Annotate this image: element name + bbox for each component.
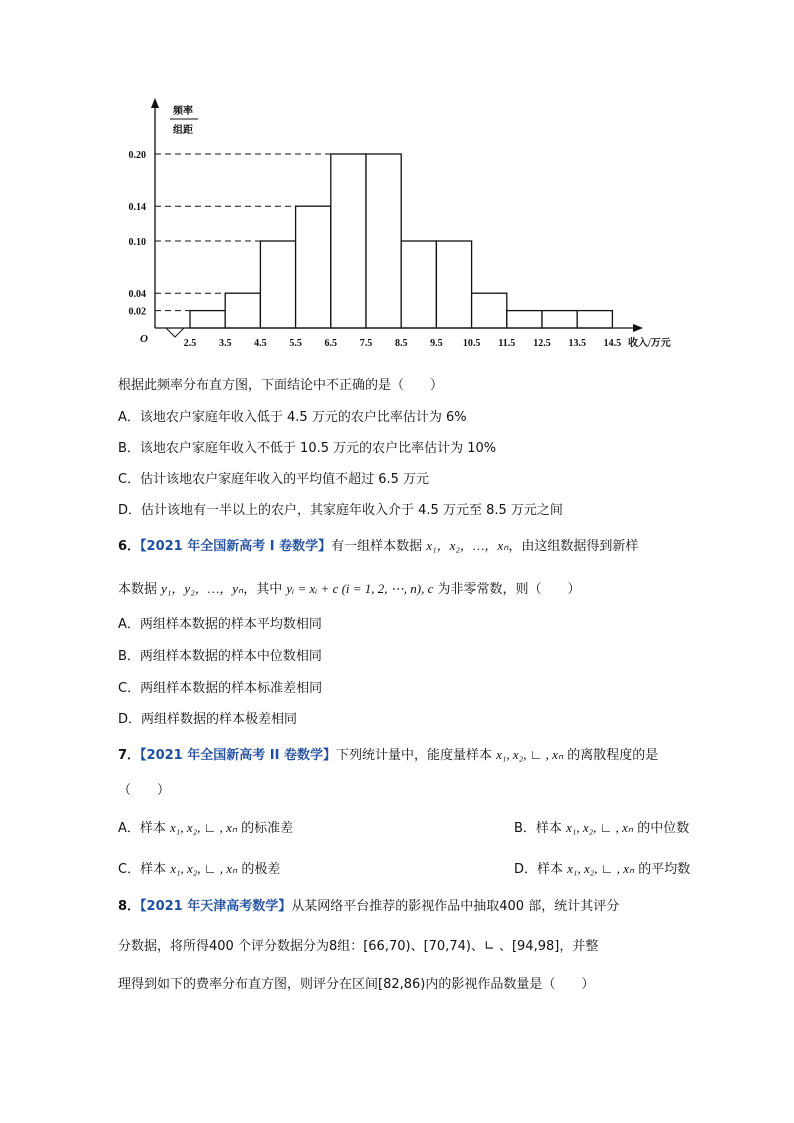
histogram-bar [436, 241, 471, 328]
x-tick-label: 10.5 [462, 338, 481, 349]
histogram-bar [472, 293, 507, 328]
q6-number: 6． [118, 539, 141, 554]
q6-text: ，其中 [243, 582, 287, 597]
x-tick-label: 13.5 [568, 338, 586, 349]
q7-c-text: C．样本 [118, 862, 171, 877]
y-tick-label: 0.02 [128, 306, 146, 318]
axis-break-mark [166, 328, 184, 337]
y-tick-label: 0.10 [128, 237, 146, 248]
q7-b-text: B．样本 [514, 821, 567, 836]
x-tick-label: 3.5 [218, 338, 232, 349]
q8-line-1 [118, 895, 619, 914]
q5-option-a: A．该地农户家庭年收入低于 4.5 万元的农户比率估计为 6% [118, 410, 467, 425]
x-tick-label: 7.5 [359, 338, 373, 349]
q7-line-1 [118, 744, 658, 763]
histogram-bar [366, 154, 401, 328]
histogram-bar [542, 311, 577, 328]
q6-text: ，由这组数据得到新样 [508, 539, 639, 554]
q6-math-formula: yᵢ = xᵢ + c (i = 1, 2, ⋯, n), c [286, 581, 434, 596]
histogram-bar [401, 241, 436, 328]
q7-option-d [514, 858, 690, 877]
q6-text: 为非零常数，则（ ） [433, 582, 581, 597]
q7-line-2: （ ） [118, 783, 171, 798]
q7-a-text: A．样本 [118, 821, 171, 836]
x-tick-label: 6.5 [324, 338, 338, 349]
q8-text: 从某网络平台推荐的影视作品中抽取400 部，统计其评分 [291, 899, 620, 914]
q7-a-math: x₁, x₂, ∟ , xₙ [170, 820, 238, 835]
q7-c-math: x₁, x₂, ∟ , xₙ [170, 861, 238, 876]
q6-math-y: y₁，y₂，…，yₙ [161, 581, 244, 596]
q5-option-c: C．估计该地农户家庭年收入的平均值不超过 6.5 万元 [118, 472, 430, 487]
x-tick-label: 11.5 [498, 338, 516, 349]
q8-source-tag: 【2021 年天津高考数学】 [140, 899, 292, 914]
q7-option-b [514, 817, 689, 836]
x-tick-label: 5.5 [289, 338, 302, 349]
q7-math: x₁, x₂, ∟ , xₙ [496, 747, 564, 762]
q6-option-d: D．两组样数据的样本极差相同 [118, 712, 298, 727]
origin-label: O [140, 333, 148, 345]
q7-b-text: 的中位数 [633, 821, 690, 836]
q7-option-a [118, 817, 690, 836]
y-tick-label: 0.20 [128, 150, 146, 161]
x-tick-label: 12.5 [533, 338, 551, 349]
q6-math-x: x₁，x₂，…，xₙ [426, 538, 509, 553]
q7-d-text: D．样本 [514, 862, 568, 877]
q7-d-math: x₁, x₂, ∟ , xₙ [567, 861, 635, 876]
frequency-histogram [0, 0, 794, 360]
x-tick-label: 9.5 [430, 338, 443, 349]
q6-line-1 [118, 535, 638, 554]
histogram-bar [331, 154, 366, 328]
histogram-bars [190, 154, 612, 328]
q8-line-3: 理得到如下的费率分布直方图，则评分在区间[82,86)内的影视作品数量是（ ） [118, 977, 595, 992]
q7-b-math: x₁, x₂, ∟ , xₙ [566, 820, 634, 835]
q6-text: 有一组样本数据 [331, 539, 427, 554]
q7-number: 7． [118, 748, 141, 763]
y-tick-labels [129, 150, 147, 318]
histogram-bar [260, 241, 295, 328]
q7-text: 的离散程度的是 [563, 748, 659, 763]
histogram-bar [577, 311, 612, 328]
q7-text: 下列统计量中，能度量样本 [335, 748, 497, 763]
histogram-bar [507, 311, 542, 328]
q6-option-b: B．两组样本数据的样本中位数相同 [118, 649, 322, 664]
q6-option-a: A．两组样本数据的样本平均数相同 [118, 617, 322, 632]
histogram-bar [296, 206, 331, 328]
q7-option-c [118, 858, 691, 877]
x-tick-label: 8.5 [394, 338, 408, 349]
x-axis-label: 收入/万元 [628, 338, 671, 349]
q6-source-tag: 【2021 年全国新高考 I 卷数学】 [140, 539, 332, 554]
q5-stem: 根据此频率分布直方图，下面结论中不正确的是（ ） [118, 378, 444, 393]
q5-option-d: D．估计该地有一半以上的农户，其家庭年收入介于 4.5 万元至 8.5 万元之间 [118, 503, 563, 518]
q7-source-tag: 【2021 年全国新高考 II 卷数学】 [140, 748, 336, 763]
q6-line-2 [118, 578, 581, 597]
q7-d-text: 的平均数 [634, 862, 691, 877]
y-axis-label-top: 频率 [173, 106, 193, 117]
q8-number: 8． [118, 899, 141, 914]
y-tick-label: 0.14 [128, 202, 146, 214]
x-tick-label: 14.5 [603, 338, 622, 349]
q8-line-2: 分数据，将所得400 个评分数据分为8组：[66,70)、[70,74)、∟ 、[94,98]，并整 [118, 939, 599, 954]
x-tick-label: 2.5 [183, 338, 197, 349]
q7-a-text: 的标准差 [237, 821, 294, 836]
q5-option-b: B．该地农户家庭年收入不低于 10.5 万元的农户比率估计为 10% [118, 441, 497, 456]
y-axis-label-bottom: 组距 [173, 125, 193, 136]
histogram-bar [190, 311, 225, 328]
y-tick-label: 0.04 [128, 289, 146, 301]
q6-option-c: C．两组样本数据的样本标准差相同 [118, 681, 323, 696]
q6-text: 本数据 [118, 582, 162, 597]
y-axis-arrow [151, 98, 159, 108]
histogram-bar [225, 293, 260, 328]
q7-c-text: 的极差 [237, 862, 281, 877]
x-tick-labels [184, 338, 621, 349]
x-tick-label: 4.5 [254, 338, 267, 349]
x-axis-arrow [633, 324, 643, 332]
